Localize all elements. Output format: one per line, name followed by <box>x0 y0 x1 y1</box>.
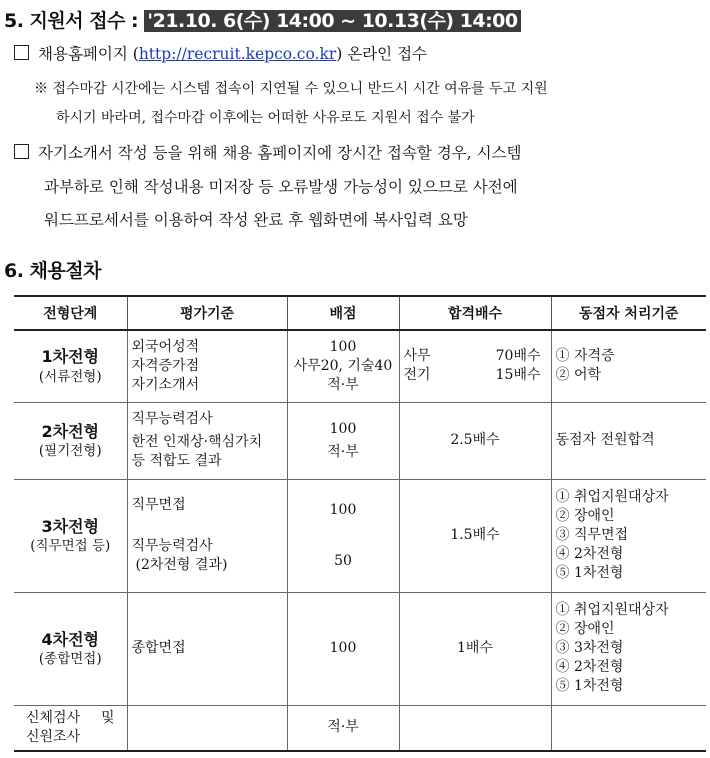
table-row <box>14 705 706 751</box>
header-ratio: 합격배수 <box>399 296 551 330</box>
table-row <box>14 479 706 592</box>
selection-process-table <box>14 295 706 752</box>
section-5-title: 5. 지원서 접수 : <box>4 10 139 32</box>
square-bullet-icon <box>14 45 29 60</box>
tie-rule-cell <box>551 705 706 751</box>
header-stage: 전형단계 <box>14 296 127 330</box>
score-cell: 100 적·부 <box>287 402 399 479</box>
ratio-cell: 1배수 <box>399 592 551 705</box>
tie-rule-cell: ① 취업지원대상자 ② 장애인 ③ 직무면접 ④ 2차전형 ⑤ 1차전형 <box>551 479 706 592</box>
header-tie-rule: 동점자 처리기준 <box>551 296 706 330</box>
criteria-cell: 외국어성적 자격증가점 자기소개서 <box>127 330 287 402</box>
recruit-site-link[interactable]: http://recruit.kepco.co.kr <box>138 45 337 63</box>
application-item-2-line-3: 워드프로세서를 이용하여 작성 완료 후 웹화면에 복사입력 요망 <box>44 211 468 229</box>
note-line-2: 하시기 바라며, 접수마감 이후에는 어떠한 사유로도 지원서 접수 불가 <box>56 110 475 126</box>
tie-rule-cell: ① 취업지원대상자 ② 장애인 ③ 3차전형 ④ 2차전형 ⑤ 1차전형 <box>551 592 706 705</box>
score-cell: 100 <box>287 592 399 705</box>
application-item-2: 자기소개서 작성 등을 위해 채용 홈페이지에 장시간 접속할 경우, 시스템 <box>14 141 522 163</box>
ratio-cell: 1.5배수 <box>399 479 551 592</box>
ratio-cell <box>399 705 551 751</box>
note-line-1: ※ 접수마감 시간에는 시스템 접속이 지연될 수 있으니 반드시 시간 여유를 두고 지원 <box>34 81 548 97</box>
tie-rule-cell: 동점자 전원합격 <box>551 402 706 479</box>
tie-rule-cell: ① 자격증 ② 어학 <box>551 330 706 402</box>
score-cell: 100 사무20, 기술40 적·부 <box>287 330 399 402</box>
score-cell: 적·부 <box>287 705 399 751</box>
section-6-title: 6. 채용절차 <box>4 260 101 282</box>
application-item-1: 채용홈페이지 (http://recruit.kepco.co.kr) 온라인 접수 <box>14 42 427 64</box>
stage-cell: 3차전형 (직무면접 등) <box>14 479 127 592</box>
ratio-cell: 2.5배수 <box>399 402 551 479</box>
criteria-cell <box>127 705 287 751</box>
table-header-row <box>14 296 706 330</box>
stage-cell: 신체검사 및 신원조사 <box>14 705 127 751</box>
application-period: '21.10. 6(수) 14:00 ~ 10.13(수) 14:00 <box>144 10 520 32</box>
criteria-cell: 직무면접 직무능력검사 (2차전형 결과) <box>127 479 287 592</box>
table-row <box>14 592 706 705</box>
stage-cell: 2차전형 (필기전형) <box>14 402 127 479</box>
score-cell: 100 50 <box>287 479 399 592</box>
header-score: 배점 <box>287 296 399 330</box>
criteria-cell: 종합면접 <box>127 592 287 705</box>
section-5-heading <box>4 6 521 33</box>
ratio-cell: 사무 70배수 전기 15배수 <box>399 330 551 402</box>
square-bullet-icon <box>14 144 29 159</box>
table-row <box>14 330 706 402</box>
table-row <box>14 402 706 479</box>
stage-cell: 4차전형 (종합면접) <box>14 592 127 705</box>
header-criteria: 평가기준 <box>127 296 287 330</box>
stage-cell: 1차전형 (서류전형) <box>14 330 127 402</box>
application-item-2-line-2: 과부하로 인해 작성내용 미저장 등 오류발생 가능성이 있으므로 사전에 <box>44 178 518 196</box>
criteria-cell: 직무능력검사 한전 인재상·핵심가치 등 적합도 결과 <box>127 402 287 479</box>
